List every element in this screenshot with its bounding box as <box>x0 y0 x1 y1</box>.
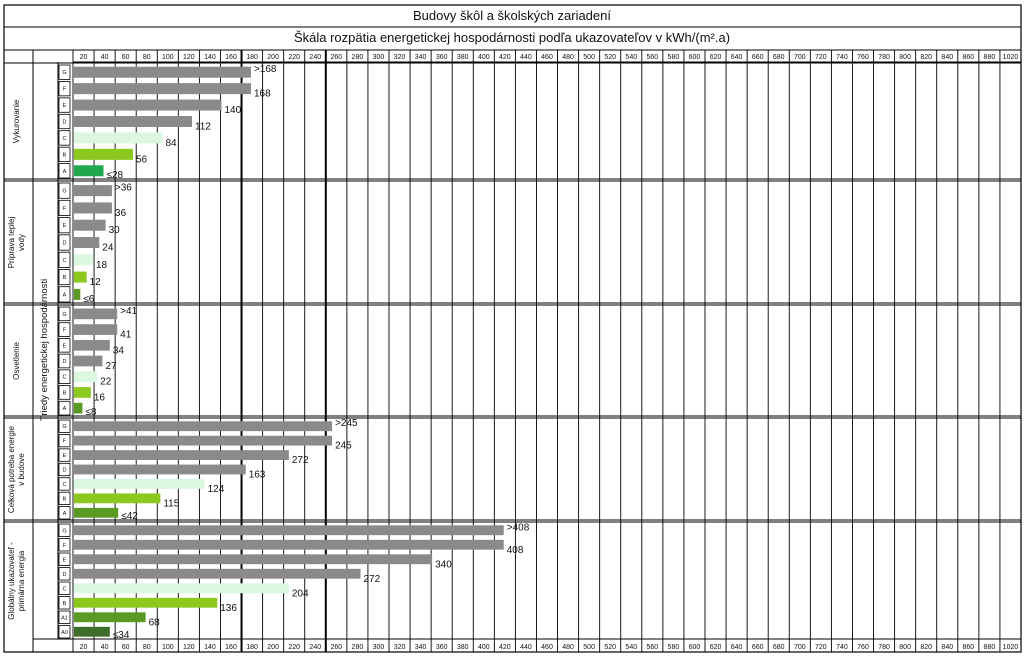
tick-label-top: 80 <box>142 54 151 61</box>
data-label: 30 <box>108 225 120 237</box>
section-title: primárna energia <box>17 550 26 612</box>
tick-label-bottom: 660 <box>751 644 764 651</box>
bar <box>74 272 87 283</box>
data-label: 115 <box>163 498 180 510</box>
tick-label-bottom: 460 <box>541 644 553 651</box>
class-label: B <box>62 152 67 159</box>
tick-label-bottom: 60 <box>121 644 130 651</box>
class-label: B <box>62 496 67 503</box>
tick-label-bottom: 40 <box>100 644 109 651</box>
tick-label-bottom: 580 <box>667 644 680 651</box>
data-label: >41 <box>120 305 138 317</box>
data-label: 18 <box>95 259 108 271</box>
tick-label-bottom: 520 <box>604 644 617 651</box>
tick-label-bottom: 760 <box>857 644 869 651</box>
tick-label-bottom: 720 <box>815 644 827 651</box>
tick-label-bottom: 880 <box>983 644 996 651</box>
tick-label-top: 660 <box>751 54 764 61</box>
tick-label-bottom: 440 <box>520 644 532 651</box>
data-label: >36 <box>114 182 132 194</box>
class-label: A <box>62 168 67 175</box>
bar <box>74 356 102 367</box>
section-title: Celková potreba energie <box>7 425 16 514</box>
bar <box>74 237 99 248</box>
tick-label-top: 640 <box>730 54 743 61</box>
data-label: 84 <box>165 137 177 149</box>
tick-label-top: 280 <box>351 54 364 61</box>
tick-label-bottom: 780 <box>878 644 890 651</box>
section-title: Osvetlenie <box>12 342 21 380</box>
bar <box>74 569 361 579</box>
bar <box>74 540 504 550</box>
data-label: 163 <box>248 469 266 481</box>
tick-label-top: 220 <box>288 54 301 61</box>
tick-label-top: 560 <box>646 54 659 61</box>
bar <box>74 421 332 431</box>
bar <box>74 149 133 160</box>
tick-label-bottom: 560 <box>646 644 659 651</box>
bar <box>74 627 110 637</box>
data-label: 16 <box>93 392 105 404</box>
class-label: C <box>62 374 67 381</box>
class-label: G <box>62 528 67 535</box>
class-label: A <box>62 292 67 299</box>
section-title: Vykurovanie <box>12 99 21 144</box>
tick-label-top: 180 <box>246 54 258 61</box>
chart-title: Budovy škôl a školských zariadení <box>413 8 611 23</box>
data-label: ≤42 <box>121 511 138 522</box>
data-label: ≤8 <box>85 407 97 418</box>
bar <box>74 100 221 111</box>
tick-label-top: 140 <box>204 54 216 61</box>
tick-label-top: 800 <box>899 54 911 61</box>
class-label: E <box>62 557 67 564</box>
bar <box>74 67 251 78</box>
tick-label-bottom: 700 <box>793 644 806 651</box>
bar <box>74 289 80 300</box>
data-label: 112 <box>194 121 211 133</box>
class-label: A <box>62 406 67 413</box>
tick-label-top: 360 <box>435 54 448 61</box>
class-label: A <box>62 510 67 517</box>
tick-label-bottom: 260 <box>330 644 343 651</box>
tick-label-top: 1020 <box>1002 54 1019 61</box>
tick-label-top: 680 <box>772 54 785 61</box>
bar <box>74 479 205 489</box>
data-label: 36 <box>114 207 127 219</box>
tick-label-top: 40 <box>100 54 109 61</box>
tick-label-top: 260 <box>330 54 343 61</box>
bar <box>74 371 97 382</box>
class-label: G <box>62 424 67 431</box>
data-label: >245 <box>335 418 358 430</box>
bar <box>74 132 162 143</box>
tick-label-bottom: 340 <box>414 644 427 651</box>
bar <box>74 436 332 446</box>
class-label: F <box>62 542 67 549</box>
class-label: C <box>62 481 67 488</box>
class-label: E <box>62 103 67 110</box>
tick-label-top: 380 <box>456 54 469 61</box>
tick-label-bottom: 1020 <box>1002 644 1019 651</box>
data-label: 34 <box>112 345 124 357</box>
section-title: v budove <box>17 453 26 486</box>
class-label: F <box>62 86 67 93</box>
data-label: 168 <box>253 88 271 100</box>
class-label: G <box>62 188 67 195</box>
data-label: 124 <box>207 483 225 495</box>
data-label: >168 <box>253 64 277 76</box>
tick-label-bottom: 240 <box>309 644 322 651</box>
data-label: 41 <box>120 329 132 341</box>
data-label: ≤34 <box>112 630 130 641</box>
data-label: 12 <box>89 277 101 289</box>
tick-label-top: 60 <box>121 54 130 61</box>
tick-label-top: 620 <box>709 54 722 61</box>
tick-label-bottom: 220 <box>288 644 301 651</box>
tick-label-top: 240 <box>309 54 322 61</box>
tick-label-bottom: 860 <box>962 644 975 651</box>
class-label: D <box>62 240 67 247</box>
bar <box>74 465 246 475</box>
tick-label-bottom: 420 <box>499 644 511 651</box>
class-label: E <box>62 343 67 350</box>
data-label: 204 <box>291 588 309 600</box>
tick-label-top: 460 <box>541 54 553 61</box>
tick-label-bottom: 740 <box>836 644 848 651</box>
tick-label-top: 20 <box>79 54 88 61</box>
tick-label-top: 440 <box>520 54 532 61</box>
bar <box>74 403 82 414</box>
bar <box>74 554 432 564</box>
bar <box>74 324 117 335</box>
tick-label-bottom: 300 <box>372 644 385 651</box>
chart-subtitle: Škála rozpätia energetickej hospodárnosti podľa ukazovateľov v kWh/(m².a) <box>293 30 731 45</box>
data-label: 136 <box>220 602 237 614</box>
tick-label-bottom: 540 <box>625 644 638 651</box>
section-title: Globálny ukazovateľ - <box>7 542 16 620</box>
class-label: F <box>62 438 67 445</box>
bar <box>74 598 217 608</box>
class-label: D <box>62 467 67 474</box>
bar <box>74 525 504 535</box>
class-label: C <box>62 586 67 593</box>
tick-label-bottom: 320 <box>393 644 406 651</box>
tick-label-top: 160 <box>225 54 237 61</box>
tick-label-bottom: 140 <box>204 644 216 651</box>
tick-label-top: 700 <box>793 54 806 61</box>
data-label: 27 <box>105 361 117 372</box>
chart-bars <box>74 67 504 637</box>
tick-label-top: 500 <box>583 54 595 61</box>
data-label: 245 <box>335 440 352 452</box>
tick-label-top: 300 <box>372 54 385 61</box>
class-label: E <box>62 223 67 230</box>
class-label: G <box>62 311 67 318</box>
bar <box>74 612 146 622</box>
tick-label-top: 400 <box>477 54 490 61</box>
class-label: B <box>62 275 67 282</box>
class-label: D <box>62 359 67 365</box>
bar <box>74 165 103 176</box>
class-label: G <box>62 70 67 77</box>
tick-label-top: 100 <box>161 54 174 61</box>
class-label: B <box>62 600 67 607</box>
tick-label-bottom: 360 <box>435 644 448 651</box>
tick-label-top: 480 <box>562 54 574 61</box>
tick-label-top: 880 <box>983 54 996 61</box>
tick-label-top: 740 <box>836 54 848 61</box>
tick-label-bottom: 180 <box>246 644 258 651</box>
tick-label-top: 120 <box>183 54 195 61</box>
tick-label-top: 600 <box>688 54 701 61</box>
tick-label-bottom: 480 <box>562 644 574 651</box>
tick-label-top: 760 <box>857 54 869 61</box>
tick-label-bottom: 620 <box>709 644 722 651</box>
data-label: 408 <box>506 544 524 556</box>
data-label: 272 <box>291 455 309 467</box>
tick-label-bottom: 500 <box>583 644 595 651</box>
bar <box>74 83 251 94</box>
data-label: 140 <box>224 105 242 117</box>
bar <box>74 583 289 593</box>
tick-label-bottom: 600 <box>688 644 701 651</box>
bar <box>74 220 106 231</box>
tick-label-top: 840 <box>941 54 954 61</box>
tick-label-top: 200 <box>267 54 279 61</box>
tick-label-bottom: 380 <box>456 644 469 651</box>
tick-label-top: 320 <box>393 54 406 61</box>
tick-label-bottom: 680 <box>772 644 785 651</box>
bar <box>74 202 112 213</box>
data-label: 340 <box>435 559 452 571</box>
tick-label-top: 860 <box>962 54 975 61</box>
bar <box>74 185 112 196</box>
data-label: 68 <box>148 617 160 629</box>
tick-label-bottom: 160 <box>225 644 237 651</box>
tick-label-top: 720 <box>815 54 827 61</box>
data-label: 22 <box>100 376 112 388</box>
class-label: F <box>62 205 67 212</box>
section-title: Príprava teplej <box>7 216 16 269</box>
bar <box>74 450 289 460</box>
tick-label-top: 520 <box>604 54 617 61</box>
tick-label-top: 540 <box>625 54 638 61</box>
class-label: D <box>62 119 67 126</box>
bar <box>74 309 117 320</box>
bar <box>74 508 118 518</box>
class-label: B <box>62 390 67 397</box>
tick-label-bottom: 200 <box>267 644 279 651</box>
tick-label-bottom: 80 <box>142 644 151 651</box>
data-label: ≤6 <box>83 294 95 305</box>
y-axis-label: Triedy energetickej hospodárnosti <box>39 278 50 422</box>
section-title: vody <box>17 234 26 251</box>
class-label: C <box>62 135 67 142</box>
tick-label-top: 340 <box>414 54 427 61</box>
tick-label-bottom: 20 <box>79 644 88 651</box>
tick-label-bottom: 640 <box>730 644 743 651</box>
tick-label-bottom: 800 <box>899 644 911 651</box>
tick-label-bottom: 100 <box>161 644 174 651</box>
tick-label-top: 820 <box>920 54 933 61</box>
bar <box>74 254 93 265</box>
data-label: 24 <box>102 242 114 254</box>
data-label: ≤28 <box>106 170 124 181</box>
class-label: A0 <box>61 629 68 636</box>
class-label: F <box>62 327 67 334</box>
bar <box>74 493 160 503</box>
tick-label-top: 580 <box>667 54 680 61</box>
tick-label-bottom: 840 <box>941 644 954 651</box>
tick-label-bottom: 820 <box>920 644 933 651</box>
tick-label-bottom: 280 <box>351 644 364 651</box>
bar <box>74 116 192 127</box>
class-label: E <box>62 453 67 460</box>
tick-label-bottom: 120 <box>183 644 195 651</box>
tick-label-bottom: 400 <box>477 644 490 651</box>
tick-label-top: 420 <box>499 54 511 61</box>
class-label: A1 <box>61 615 68 622</box>
data-label: 272 <box>363 573 381 585</box>
data-label: 56 <box>135 154 148 166</box>
tick-label-top: 780 <box>878 54 890 61</box>
data-label: >408 <box>506 522 530 534</box>
class-label: C <box>62 257 67 264</box>
bar <box>74 340 110 351</box>
bar <box>74 387 91 398</box>
class-label: D <box>62 571 67 578</box>
